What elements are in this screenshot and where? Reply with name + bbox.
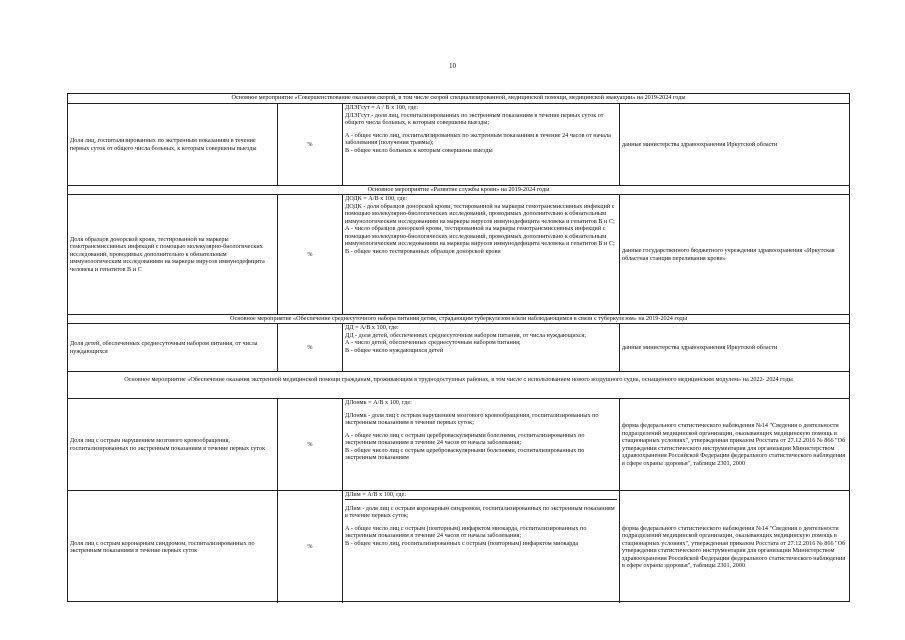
indicator-unit: % bbox=[278, 324, 343, 371]
formula-indicator-description: ДЛим - доля лиц с острым коронарным синдромом, госпитализированных по экстренным показаниям в течение первых суток; bbox=[345, 504, 615, 519]
table-row-emergency-hospitalization bbox=[68, 104, 849, 186]
formula-denominator: В - общее число нуждающихся детей bbox=[345, 346, 444, 354]
formula-numerator: А - общее число лиц, госпитализированных по экстренным показаниям в течение 24 часов от начала заболевания (получения травмы); bbox=[345, 131, 611, 146]
formula-denominator: В - общее число больных к которым совершены выезды bbox=[345, 146, 493, 154]
table-row-donor-blood bbox=[68, 195, 849, 315]
formula-denominator: В - общее число тестированных образцов донорской крови bbox=[345, 247, 501, 255]
indicator-source: данные министерства здравоохранения Иркутской области bbox=[622, 140, 778, 148]
indicator-formula bbox=[343, 399, 620, 490]
indicator-source: форма федерального статистического наблюдения №14 "Сведения о деятельности подразделений медицинской организации, оказывающих медицинскую помощь в стационарных условиях", утвержденная приказом Росстата от 27.12.2016 № 866 "Об утверждении статистического инструментария для организации Министерством здравоохранения Российской Федерации федерального статистического наблюдения в сфере охраны здоровья", таблицы 2301, 2000 bbox=[622, 524, 846, 569]
indicator-name: Доля лиц, госпитализированных по экстренным показаниям в течение первых суток от общего числа больных, к которым совершены выезды bbox=[68, 104, 278, 185]
formula-indicator-description: ДОДК - доля образцов донорской крови, тестированной на маркеры гемотрансмиссивных инфекций с помощью молекулярно-биологических исследований, проводимых дополнительно к обязательным иммунологическим исследованиям на маркеры вирусов иммунодефицита человека и гепатитов В и С; bbox=[345, 202, 615, 225]
indicator-source: данные министерства здравоохранения Иркутской области bbox=[622, 343, 778, 351]
formula-numerator: А - число образцов донорской крови, тестированной на маркеры гемотрансмиссивных инфекций с помощью молекулярно-биологических исследований, проводимых дополнительно к обязательным иммунологическим исследованиям на маркеры вирусов иммунодефицита человека и гепатитов В и С; bbox=[345, 225, 615, 247]
formula-denominator: В - общее число лиц с острым цереброваскулярными болезнями, госпитализированных по экстренным показаниям bbox=[345, 446, 585, 461]
indicator-unit: % bbox=[278, 104, 343, 185]
indicator-formula bbox=[343, 195, 620, 314]
table-row-children-nutrition bbox=[68, 324, 849, 372]
formula-definition: ДЛЭГсут = А / В х 100, где: bbox=[345, 104, 418, 111]
indicator-unit: % bbox=[278, 195, 343, 314]
formula-definition: ДЛим = А/В х 100, где: bbox=[345, 491, 617, 500]
indicator-name: Доля лиц с острым нарушением мозгового кровообращения, госпитализированных по экстренным показаниям в течение первых суток bbox=[68, 399, 278, 490]
page-number: 10 bbox=[449, 62, 456, 70]
formula-numerator: А - число детей, обеспеченных среднесуточным набором питания; bbox=[345, 339, 521, 346]
indicators-table bbox=[67, 93, 850, 602]
formula-definition: ДОДК = А/В х 100, где: bbox=[345, 195, 408, 202]
indicator-name: Доля образцов донорской крови, тестированной на маркеры гемотрансмиссивных инфекций с помощью молекулярно-биологических исследований, проводимых дополнительно к обязательным иммунологическим исследованиям на маркеры вирусов иммунодефицита человека и гепатитов В и С bbox=[68, 195, 278, 314]
table-row-coronary-hospitalization bbox=[68, 491, 849, 603]
section-header-blood-service: Основное мероприятие «Развитие службы крови» на 2019-2024 годы bbox=[68, 186, 849, 195]
section-header-emergency-care: Основное мероприятие «Совершенствование оказания скорой, в том числе скорой специализированной, медицинской помощи, медицинской эвакуации» на 2019-2024 годы bbox=[68, 94, 849, 104]
indicator-unit: % bbox=[278, 491, 343, 603]
indicator-formula bbox=[343, 324, 620, 371]
formula-numerator: А - общее число лиц с острым (повторным) инфарктом миокарда, госпитализированных по экстренным показаниям в течение 24 часов от начала заболевания; bbox=[345, 524, 587, 539]
formula-numerator: А - общее число лиц с острым цереброваскулярными болезнями, госпитализированных по экстренным показаниям в течение 24 часов от начала заболевания; bbox=[345, 431, 585, 446]
section-header-tuberculosis-nutrition: Основное мероприятие «Обеспечение среднесуточного набора питания детям, страдающим туберкулезом и/или наблюдающимся в связи с туберкулезом» на 2019-2024 годы bbox=[68, 315, 849, 324]
formula-definition: ДД = А/В х 100, где: bbox=[345, 324, 399, 331]
formula-indicator-description: ДЛонмк - доля лиц с острым нарушением мозгового кровообращения, госпитализированных по экстренным показаниям в течение первых суток; bbox=[345, 411, 599, 426]
section-header-remote-areas: Основное мероприятие «Обеспечение оказания экстренной медицинской помощи гражданам, проживающим в труднодоступных районах, в том числе с использованием нового воздушного судна, оснащенного медицинским модулем» на 2022- 2024 годы bbox=[68, 372, 849, 399]
formula-indicator-description: ДЛЭГсут - доля лиц, госпитализированных по экстренным показаниям в течение первых суток от общего числа больных, к которым совершены выезды; bbox=[345, 111, 604, 126]
table-row-stroke-hospitalization bbox=[68, 399, 849, 491]
formula-denominator: В - общее число лиц, госпитализированных с острым (повторным) инфарктом миокарда bbox=[345, 539, 579, 547]
indicator-unit: % bbox=[278, 399, 343, 490]
indicator-formula bbox=[343, 491, 620, 603]
formula-definition: ДЛонмк = А/В х 100, где: bbox=[345, 399, 412, 406]
indicator-name: Доля лиц с острым коронарным синдромом, госпитализированных по экстренным показаниям в течение первых суток bbox=[68, 491, 278, 603]
indicator-name: Доля детей, обеспеченных среднесуточным набором питания, от числа нуждающихся bbox=[68, 324, 278, 371]
indicator-source: данные государственного бюджетного учреждения здравоохранения «Иркутская областная станция переливания крови» bbox=[622, 247, 835, 262]
indicator-source: форма федерального статистического наблюдения №14 "Сведения о деятельности подразделений медицинской организации, оказывающих медицинскую помощь в стационарных условиях", утвержденная приказом Росстата от 27.12.2016 № 866 "Об утверждении статистического инструментария для организации Министерством здравоохранения Российской Федерации федерального статистического наблюдения в сфере охраны здоровья", таблицы 2301, 2000 bbox=[622, 422, 846, 467]
formula-indicator-description: ДД - доля детей, обеспеченных среднесуточным набором питания, от числа нуждающихся; bbox=[345, 331, 586, 339]
indicator-formula bbox=[343, 104, 620, 185]
